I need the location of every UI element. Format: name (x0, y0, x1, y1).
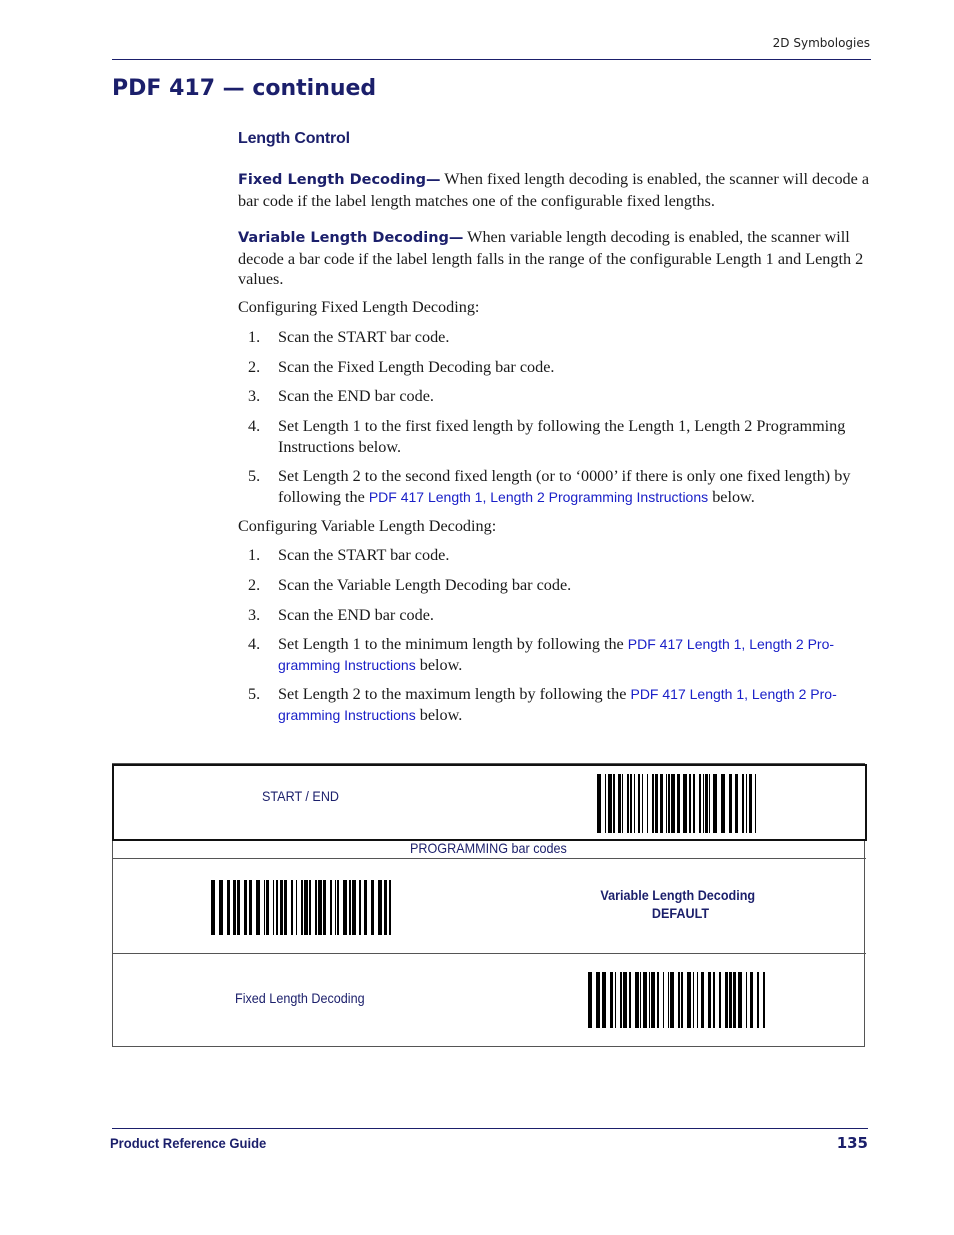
barcode-bar (622, 774, 623, 833)
barcode-bar (713, 774, 717, 833)
barcode-bar (337, 880, 339, 935)
list-text (278, 684, 868, 725)
variable-length-text: When variable length decoding is enabled, the scanner will decode a bar code if the label length falls in the range of the configurable Length 1 and Length 2 values. (238, 228, 864, 288)
barcode-bar (620, 972, 622, 1028)
barcode-bar (227, 880, 230, 935)
barcode-bar (378, 880, 382, 935)
barcode-bar (725, 972, 728, 1028)
list-number: 4. (248, 635, 261, 653)
barcode-bar (651, 972, 655, 1028)
page-title: PDF 417 — continued (112, 76, 377, 101)
barcode-bar (323, 880, 326, 935)
barcode-bar (244, 880, 247, 935)
step-text-after: below. (708, 487, 755, 506)
barcode-bar (597, 774, 601, 833)
programming-bar-codes-label: PROGRAMMING bar codes (410, 840, 567, 856)
header-rule (112, 59, 871, 60)
barcode-bar (296, 880, 297, 935)
step-text: Set Length 2 to the maximum length by following the (278, 685, 631, 703)
barcode-bar (703, 774, 704, 833)
barcode-bar (623, 972, 627, 1028)
barcode-bar (256, 880, 260, 935)
list-text (278, 466, 868, 507)
barcode-bar (629, 972, 631, 1028)
barcode-bar (749, 774, 752, 833)
barcode-bar (677, 774, 680, 833)
variable-length-runin: Variable Length Decoding— (238, 230, 464, 246)
fixed-length-runin: Fixed Length Decoding— (238, 172, 441, 188)
barcode-bar (276, 880, 278, 935)
barcode-bar (389, 880, 391, 935)
table-divider (112, 953, 866, 954)
barcode-bar (729, 972, 732, 1028)
barcode-bar (613, 774, 615, 833)
footer-rule (112, 1128, 868, 1129)
barcode-bar (746, 774, 747, 833)
barcode-bar (670, 972, 674, 1028)
barcode-bar (249, 880, 252, 935)
list-number: 4. (248, 417, 261, 435)
table-divider (112, 858, 866, 859)
barcode-bar (237, 880, 240, 935)
barcode-bar (318, 880, 322, 935)
barcode-bar (608, 774, 612, 833)
list-text (278, 634, 868, 675)
barcode-bar (588, 972, 592, 1028)
fixed-config-intro: Configuring Fixed Length Decoding: (238, 298, 480, 316)
step-text: Set Length 1 to the minimum length by following the (278, 635, 628, 653)
list-number: 2. (248, 576, 261, 594)
barcode-bar (719, 972, 721, 1028)
variable-length-paragraph (238, 227, 870, 290)
barcode-bar (630, 774, 632, 833)
barcode-bar (647, 774, 648, 833)
step-text-after: below. (415, 655, 463, 674)
barcode-bar (610, 972, 613, 1028)
fixed-length-text: When fixed length decoding is enabled, the scanner will decode a bar code if the label length matches one of the configurable fixed lengths. (238, 170, 870, 210)
barcode-bar (697, 972, 698, 1028)
barcode-bar (291, 880, 293, 935)
barcode-bar (335, 880, 336, 935)
step-text-after: below. (415, 705, 463, 724)
barcode-bar (708, 972, 711, 1028)
footer-guide-title: Product Reference Guide (110, 1135, 267, 1151)
list-text: Scan the START bar code. (278, 328, 450, 346)
barcode-bar (681, 972, 683, 1028)
barcode-bar (733, 972, 736, 1028)
barcode-bar (652, 774, 654, 833)
barcode-bar (746, 972, 747, 1028)
barcode-bar (642, 774, 643, 833)
barcode-bar (757, 972, 759, 1028)
list-text: Scan the START bar code. (278, 546, 450, 564)
step-text: Set Length 2 to the second fixed length (or to ‘0000’ if there is only one fixed length) by following the (278, 467, 851, 506)
barcode-bar (729, 774, 732, 833)
fixed-length-barcode[interactable] (588, 972, 768, 1028)
barcode-bar (693, 774, 695, 833)
barcode-bar (315, 880, 317, 935)
barcode-bar (666, 774, 667, 833)
barcode-bar (219, 880, 223, 935)
default-label: DEFAULT (651, 905, 710, 921)
variable-length-barcode[interactable] (211, 880, 391, 935)
running-head: 2D Symbologies (772, 36, 870, 50)
barcode-bar (309, 880, 311, 935)
variable-length-label: Variable Length Decoding (600, 887, 756, 903)
barcode-bar (721, 774, 725, 833)
barcode-bar (349, 880, 351, 935)
fixed-length-paragraph (238, 169, 870, 211)
list-number: 3. (248, 387, 261, 405)
list-number: 5. (248, 685, 261, 703)
list-number: 2. (248, 358, 261, 376)
barcode-bar (735, 774, 738, 833)
barcode-bar (660, 774, 663, 833)
barcode-bar (657, 972, 659, 1028)
programming-instructions-link-cont[interactable]: gramming Instructions (278, 656, 416, 673)
barcode-bar (343, 880, 347, 935)
barcode-bar (693, 972, 694, 1028)
barcode-bar (643, 972, 647, 1028)
list-number: 3. (248, 606, 261, 624)
list-text: Scan the END bar code. (278, 606, 434, 624)
barcode-bar (359, 880, 361, 935)
barcode-bar (364, 880, 367, 935)
barcode-bar (211, 880, 215, 935)
barcode-bar (663, 972, 664, 1028)
barcode-bar (371, 880, 374, 935)
barcode-bar (699, 774, 701, 833)
barcode-bar (705, 774, 708, 833)
list-number: 1. (248, 546, 261, 564)
barcode-bar (738, 972, 742, 1028)
barcode-bar (384, 880, 387, 935)
barcode-bar (627, 774, 629, 833)
barcode-bar (280, 880, 283, 935)
barcode-bar (655, 774, 658, 833)
barcode-bar (709, 774, 710, 833)
barcode-bar (638, 774, 640, 833)
barcode-bar (284, 880, 287, 935)
list-number: 5. (248, 467, 261, 485)
barcode-bar (755, 774, 756, 833)
barcode-bar (742, 774, 744, 833)
barcode-bar (713, 972, 715, 1028)
list-text: Scan the Fixed Length Decoding bar code. (278, 358, 555, 376)
barcode-bar (602, 972, 606, 1028)
page-number: 135 (836, 1134, 868, 1152)
programming-instructions-link-cont[interactable]: gramming Instructions (278, 706, 416, 723)
barcode-bar (266, 880, 269, 935)
barcode-bar (671, 774, 675, 833)
barcode-bar (635, 972, 639, 1028)
list-text: Scan the Variable Length Decoding bar code. (278, 576, 572, 594)
barcode-bar (605, 774, 606, 833)
list-text: Set Length 1 to the first fixed length by following the Length 1, Length 2 Programming Instructions below. (278, 417, 846, 456)
barcode-bar (640, 972, 641, 1028)
barcode-bar (687, 972, 691, 1028)
list-text: Scan the END bar code. (278, 387, 434, 405)
barcode-bar (301, 880, 303, 935)
barcode-bar (750, 972, 753, 1028)
barcode-bar (618, 774, 621, 833)
barcode-bar (273, 880, 274, 935)
barcode-bar (264, 880, 265, 935)
barcode-bar (668, 774, 670, 833)
list-number: 1. (248, 328, 261, 346)
section-heading: Length Control (238, 130, 350, 147)
barcode-bar (352, 880, 356, 935)
variable-config-intro: Configuring Variable Length Decoding: (238, 517, 497, 535)
barcode-bar (668, 972, 669, 1028)
barcode-bar (330, 880, 332, 935)
programming-instructions-link[interactable]: PDF 417 Length 1, Length 2 Pro- (627, 636, 835, 652)
barcode-bar (615, 972, 616, 1028)
barcode-bar (304, 880, 308, 935)
barcode-bar (649, 972, 650, 1028)
barcode-bar (701, 972, 704, 1028)
start-end-label: START / END (262, 788, 340, 804)
barcode-bar (233, 880, 236, 935)
barcode-bar (634, 774, 635, 833)
fixed-length-label: Fixed Length Decoding (235, 990, 365, 1006)
programming-instructions-link[interactable]: PDF 417 Length 1, Length 2 Programming Instructions (368, 488, 709, 505)
barcode-bar (763, 972, 765, 1028)
barcode-bar (683, 774, 687, 833)
start-end-barcode[interactable] (597, 774, 759, 833)
barcode-bar (678, 972, 680, 1028)
programming-instructions-link[interactable]: PDF 417 Length 1, Length 2 Pro- (630, 686, 837, 702)
barcode-bar (689, 774, 691, 833)
barcode-bar (596, 972, 600, 1028)
